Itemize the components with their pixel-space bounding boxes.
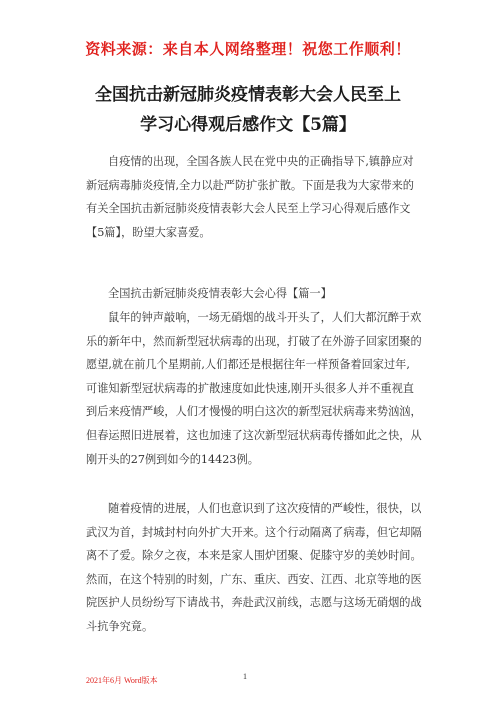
document-title <box>60 80 436 140</box>
text-line: 可谁知新型冠状病毒的扩散速度如此快速,刚开头很多人并不重视直 <box>86 381 414 395</box>
body-paragraph-1 <box>86 306 426 471</box>
text-line: 自疫情的出现，全国各族人民在党中央的正确指导下,镇静应对 <box>108 155 414 168</box>
text-line: 新冠病毒肺炎疫情,全力以赴严防扩张扩散。下面是我为大家带来的 <box>86 178 414 192</box>
title-line-1: 全国抗击新冠肺炎疫情表彰大会人民至上 <box>95 85 401 105</box>
text-line: 但春运照旧进展着，这也加速了这次新型冠状病毒传播如此之快，从 <box>86 428 422 442</box>
text-line: 【5篇】，盼望大家喜爱。 <box>86 225 211 239</box>
text-line: 离不了爱。除夕之夜，本来是家人围炉团聚、促膝守岁的美妙时间。 <box>86 549 422 563</box>
text-line: 然而，在这个特别的时刻，广东、重庆、西安、江西、北京等地的医 <box>86 572 422 586</box>
text-line: 愿望,就在前几个星期前,人们都还是根据往年一样预备着回家过年, <box>86 358 410 372</box>
source-banner: 资料来源：来自本人网络整理！祝您工作顺利！ <box>85 40 411 58</box>
text-line: 到后来疫情严峻，人们才慢慢的明白这次的新型冠状病毒来势汹汹， <box>86 405 422 419</box>
text-line: 刚开头的27例到如今的14423例。 <box>86 452 259 466</box>
section-heading <box>86 282 426 306</box>
text-line: 鼠年的钟声敲响，一场无硝烟的战斗开头了，人们大都沉醉于欢 <box>108 311 422 324</box>
text-line: 斗抗争究竟。 <box>86 619 154 633</box>
text-line: 随着疫情的进展，人们也意识到了这次疫情的严峻性，很快，以 <box>108 502 422 515</box>
body-paragraph-2 <box>86 497 426 639</box>
title-line-2: 学习心得观后感作文【5篇】 <box>140 115 356 135</box>
text-line: 武汉为首，封城封村向外扩大开来。这个行动隔离了病毒，但它却隔 <box>86 525 422 539</box>
footer-version: 2021年6月 Word版本 <box>86 676 158 685</box>
text-line: 院医护人员纷纷写下请战书，奔赴武汉前线，志愿与这场无硝烟的战 <box>86 596 422 610</box>
intro-paragraph <box>86 150 426 244</box>
page-number: 1 <box>243 672 247 681</box>
section-heading-text: 全国抗击新冠肺炎疫情表彰大会心得【篇一】 <box>108 287 332 300</box>
text-line: 乐的新年中，然而新型冠状病毒的出现，打破了在外游子回家团聚的 <box>86 334 422 348</box>
text-line: 有关全国抗击新冠肺炎疫情表彰大会人民至上学习心得观后感作文 <box>86 202 411 216</box>
